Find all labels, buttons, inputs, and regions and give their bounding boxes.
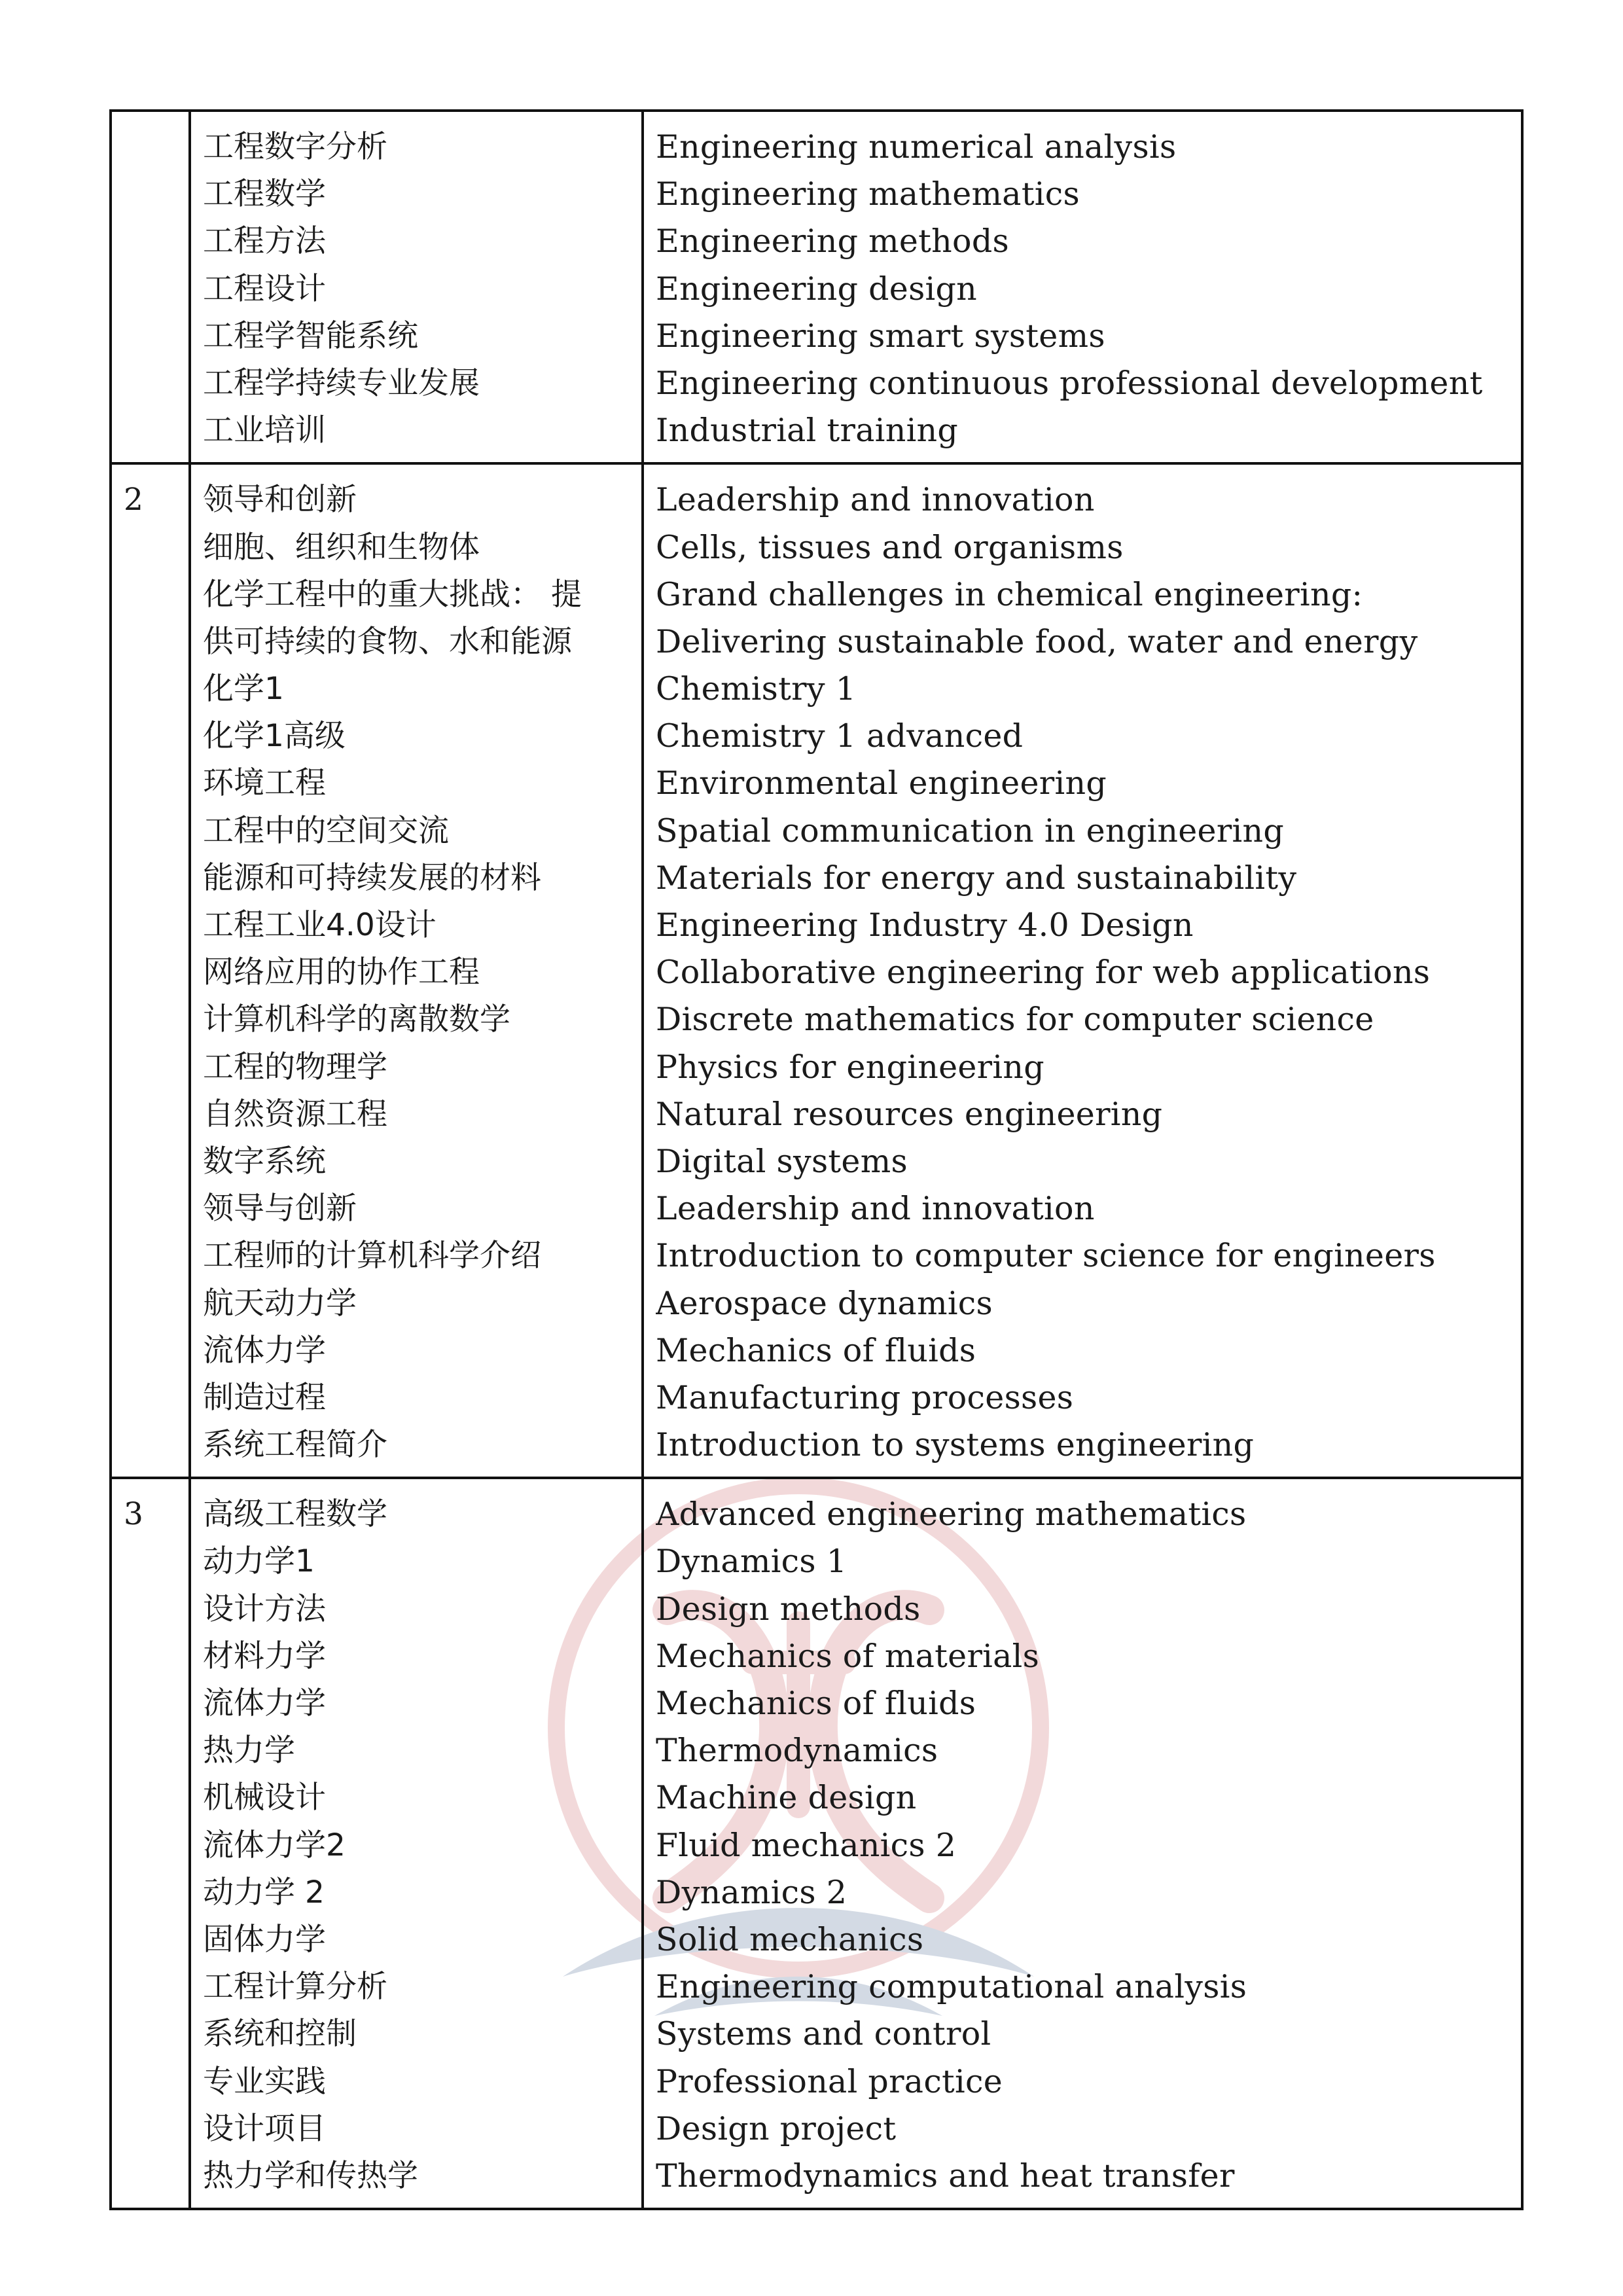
course-name-en: Machine design: [656, 1779, 917, 1817]
course-name-en: Leadership and innovation: [656, 1190, 1095, 1228]
course-name-en: Engineering smart systems: [656, 317, 1105, 355]
course-name-cn: 动力学1: [203, 1543, 315, 1580]
course-name-cn: 工程数字分析: [203, 129, 387, 165]
course-name-cn: 系统和控制: [203, 2016, 357, 2053]
course-name-en: Physics for engineering: [656, 1048, 1044, 1086]
course-name-en: Materials for energy and sustainability: [656, 859, 1297, 897]
course-name-en: Thermodynamics and heat transfer: [656, 2157, 1235, 2195]
course-name-en: Introduction to systems engineering: [656, 1426, 1255, 1464]
table-body: [111, 111, 1522, 2209]
course-name-cn: 设计项目: [203, 2110, 326, 2147]
course-name-cn: 工程的物理学: [203, 1049, 387, 1085]
course-name-en: Design project: [656, 2109, 897, 2147]
course-name-en: Dynamics 1: [656, 1543, 847, 1581]
course-name-en: Aerospace dynamics: [656, 1284, 993, 1322]
course-name-cn: 工程设计: [203, 270, 326, 307]
course-name-cn: 材料力学: [203, 1638, 326, 1674]
course-name-cn: 领导与创新: [203, 1191, 357, 1227]
course-name-cn: 工程中的空间交流: [203, 812, 449, 849]
course-name-cn: 工程师的计算机科学介绍: [203, 1238, 541, 1274]
course-name-cn: 化学1: [203, 671, 284, 708]
course-name-en: Mechanics of materials: [656, 1637, 1040, 1675]
course-name-cn: 数字系统: [203, 1143, 326, 1179]
course-name-en: Introduction to computer science for engineers: [656, 1237, 1436, 1275]
course-table: [109, 109, 1524, 2210]
course-name-cn: 动力学 2: [203, 1874, 325, 1910]
year-cell: 2: [111, 463, 190, 1478]
course-name-cn: 热力学和传热学: [203, 2157, 418, 2194]
course-name-en: Mechanics of fluids: [656, 1331, 976, 1369]
course-name-cn: 工程方法: [203, 223, 326, 260]
table-row: [111, 1478, 1522, 2209]
course-name-en: Solid mechanics: [656, 1920, 924, 1958]
course-name-cn: 高级工程数学: [203, 1496, 387, 1533]
course-name-cn: 化学1高级: [203, 718, 346, 755]
course-name-en: Professional practice: [656, 2062, 1003, 2100]
course-name-en: Engineering computational analysis: [656, 1968, 1247, 2006]
course-name-en: Delivering sustainable food, water and energy: [656, 622, 1418, 660]
course-name-en: Mechanics of fluids: [656, 1685, 976, 1722]
course-name-en: Spatial communication in engineering: [656, 812, 1285, 850]
english-course-cell: [643, 463, 1522, 1478]
course-name-cn: 化学工程中的重大挑战： 提: [203, 576, 582, 613]
table-row: [111, 111, 1522, 463]
course-name-cn: 计算机科学的离散数学: [203, 1001, 510, 1038]
course-name-cn: 流体力学: [203, 1685, 326, 1721]
chinese-course-cell: [190, 111, 643, 463]
course-name-en: Dynamics 2: [656, 1873, 847, 1911]
course-name-cn: 制造过程: [203, 1379, 326, 1416]
course-name-cn: 航天动力学: [203, 1285, 357, 1321]
course-name-en: Advanced engineering mathematics: [656, 1496, 1247, 1534]
course-name-en: Industrial training: [656, 412, 959, 450]
course-name-cn: 能源和可持续发展的材料: [203, 859, 541, 896]
chinese-course-cell: [190, 463, 643, 1478]
year-cell: 3: [111, 1478, 190, 2209]
course-name-en: Thermodynamics: [656, 1732, 938, 1770]
chinese-course-cell: [190, 1478, 643, 2209]
course-name-en: Engineering continuous professional development: [656, 364, 1483, 402]
course-name-cn: 机械设计: [203, 1780, 326, 1816]
course-name-cn: 供可持续的食物、水和能源: [203, 623, 572, 660]
course-name-cn: 工业培训: [203, 412, 326, 449]
course-name-en: Engineering methods: [656, 223, 1009, 260]
course-name-en: Engineering design: [656, 270, 978, 308]
year-cell: [111, 111, 190, 463]
course-name-en: Discrete mathematics for computer science: [656, 1001, 1374, 1039]
course-name-en: Design methods: [656, 1590, 921, 1628]
course-name-en: Systems and control: [656, 2015, 991, 2053]
course-name-cn: 网络应用的协作工程: [203, 954, 480, 991]
course-name-cn: 设计方法: [203, 1590, 326, 1627]
course-name-cn: 工程学持续专业发展: [203, 365, 480, 401]
course-name-en: Environmental engineering: [656, 764, 1107, 802]
course-name-en: Natural resources engineering: [656, 1095, 1163, 1133]
course-name-en: Digital systems: [656, 1142, 908, 1180]
course-name-en: Chemistry 1 advanced: [656, 717, 1024, 755]
course-name-en: Manufacturing processes: [656, 1378, 1074, 1416]
course-name-cn: 工程工业4.0设计: [203, 907, 437, 943]
course-name-cn: 系统工程简介: [203, 1427, 387, 1463]
course-name-en: Fluid mechanics 2: [656, 1826, 957, 1864]
course-name-en: Cells, tissues and organisms: [656, 528, 1124, 566]
course-name-cn: 专业实践: [203, 2063, 326, 2100]
course-name-cn: 固体力学: [203, 1921, 326, 1958]
course-name-cn: 工程学智能系统: [203, 317, 418, 354]
course-name-cn: 环境工程: [203, 765, 326, 802]
course-name-en: Engineering Industry 4.0 Design: [656, 906, 1194, 944]
english-course-cell: [643, 111, 1522, 463]
course-name-cn: 热力学: [203, 1732, 295, 1769]
course-name-en: Engineering numerical analysis: [656, 128, 1177, 166]
course-name-en: Leadership and innovation: [656, 481, 1095, 519]
course-name-cn: 流体力学2: [203, 1827, 346, 1863]
english-course-cell: [643, 1478, 1522, 2209]
course-name-cn: 流体力学: [203, 1332, 326, 1369]
table-row: [111, 463, 1522, 1478]
course-name-cn: 工程数学: [203, 176, 326, 213]
course-name-en: Collaborative engineering for web applications: [656, 954, 1431, 992]
course-name-cn: 细胞、组织和生物体: [203, 529, 480, 565]
course-name-cn: 自然资源工程: [203, 1096, 387, 1132]
course-name-en: Chemistry 1: [656, 670, 857, 708]
course-name-cn: 领导和创新: [203, 482, 357, 518]
course-name-cn: 工程计算分析: [203, 1969, 387, 2005]
course-name-en: Engineering mathematics: [656, 175, 1080, 213]
course-name-en: Grand challenges in chemical engineering:: [656, 575, 1363, 613]
